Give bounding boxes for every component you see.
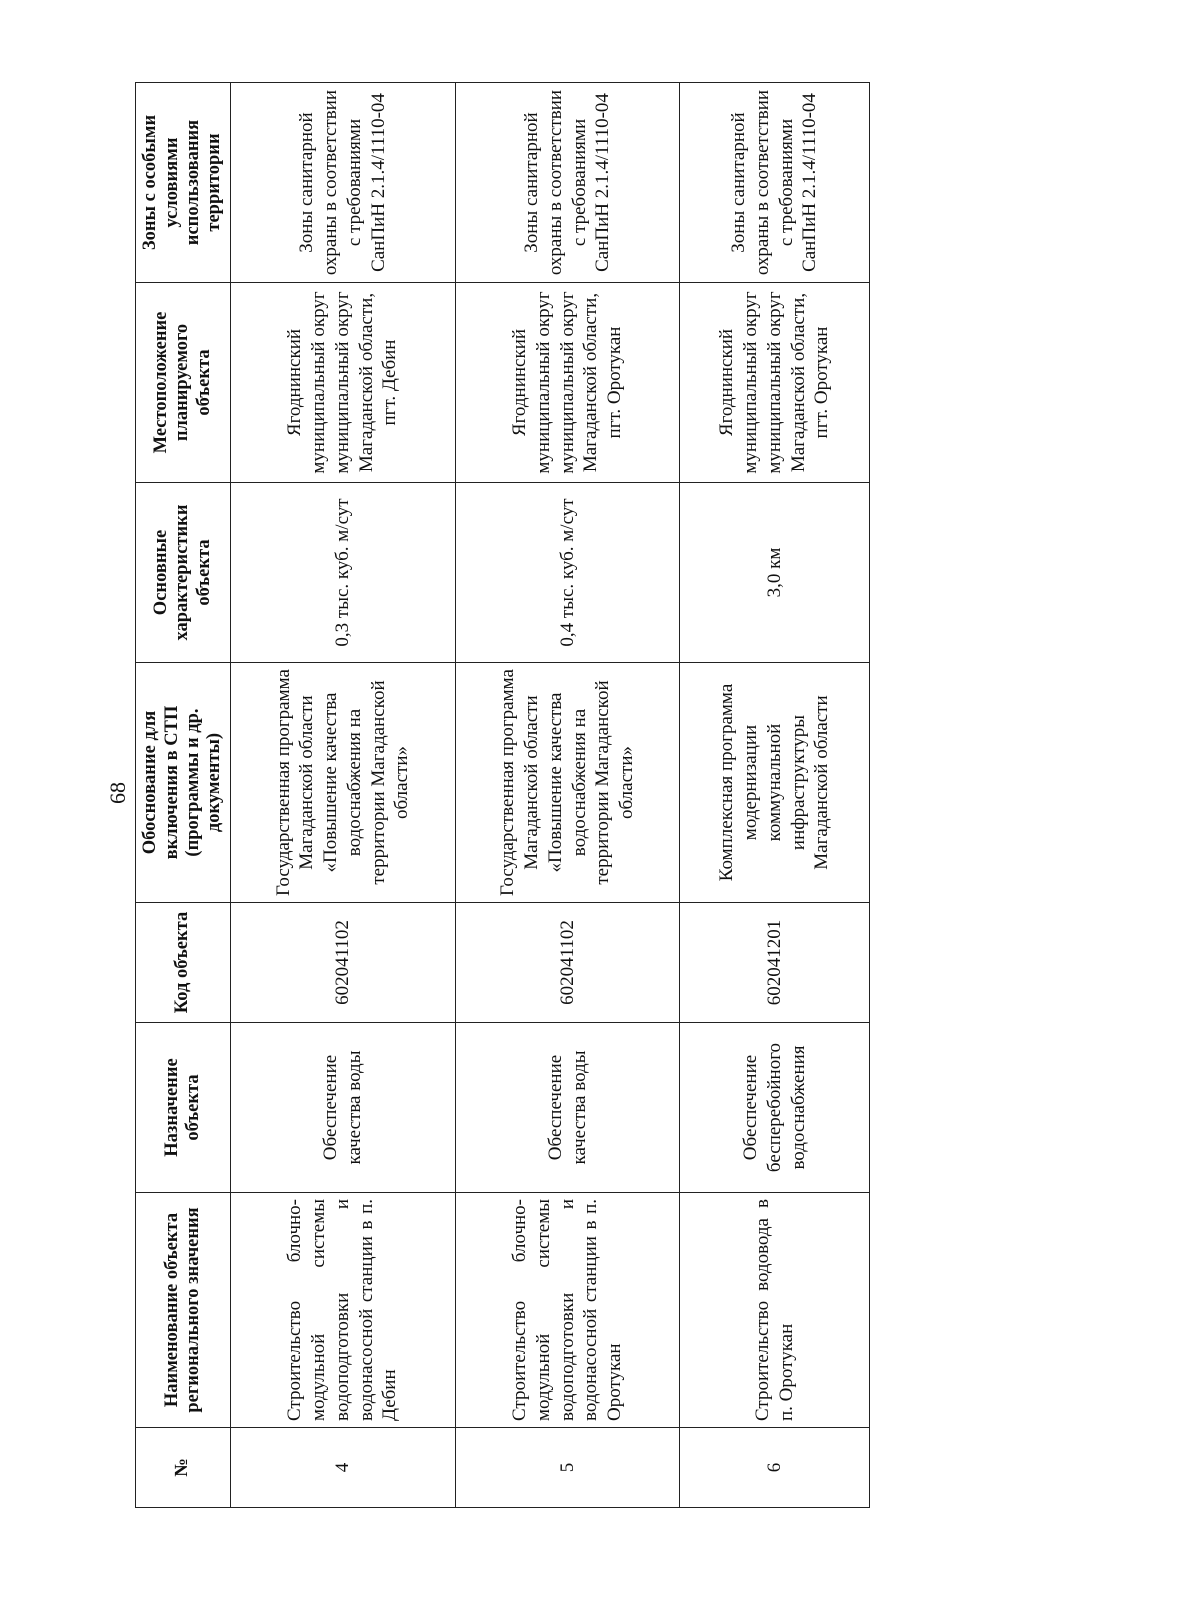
row-purpose: Обеспечение качества воды	[231, 1023, 456, 1193]
row-purpose: Обеспечение качества воды	[455, 1023, 680, 1193]
row-name: Строительство водовода в п. Оротукан	[680, 1193, 870, 1428]
row-zones: Зоны санитарной охраны в соответствии с требованиями СанПиН 2.1.4/1110-04	[231, 83, 456, 283]
row-characteristics: 0,4 тыс. куб. м/сут	[455, 483, 680, 663]
row-location: Ягоднинский муниципальный округ муниципальный округ Магаданской области, пгт. Дебин	[231, 283, 456, 483]
row-characteristics: 3,0 км	[680, 483, 870, 663]
row-basis: Государственная программа Магаданской области «Повышение качества водоснабжения на территории Магаданской области»	[231, 663, 456, 903]
row-number: 4	[231, 1428, 456, 1508]
row-number: 6	[680, 1428, 870, 1508]
row-location: Ягоднинский муниципальный округ муниципальный округ Магаданской области, пгт. Оротукан	[455, 283, 680, 483]
header-characteristics: Основные характеристики объекта	[136, 483, 231, 663]
row-location: Ягоднинский муниципальный округ муниципальный округ Магаданской области, пгт. Оротукан	[680, 283, 870, 483]
row-purpose: Обеспечение бесперебойного водоснабжения	[680, 1023, 870, 1193]
row-basis: Государственная программа Магаданской области «Повышение качества водоснабжения на территории Магаданской области»	[455, 663, 680, 903]
regional-objects-table	[135, 82, 870, 1508]
header-code: Код объекта	[136, 903, 231, 1023]
row-code: 602041201	[680, 903, 870, 1023]
header-name: Наименование объекта регионального значения	[136, 1193, 231, 1428]
row-basis: Комплексная программа модернизации коммунальной инфраструктуры Магаданской области	[680, 663, 870, 903]
table-rotated-container	[135, 83, 870, 1508]
header-zones: Зоны с особыми условиями использования территории	[136, 83, 231, 283]
row-name: Строительство блочно-модульной системы водоподготовки и водонасосной станции в п. Оротукан	[455, 1193, 680, 1428]
row-characteristics: 0,3 тыс. куб. м/сут	[231, 483, 456, 663]
row-code: 602041102	[455, 903, 680, 1023]
header-location: Местоположение планируемого объекта	[136, 283, 231, 483]
header-basis: Обоснование для включения в СТП (программы и др. документы)	[136, 663, 231, 903]
table-header-row	[136, 83, 231, 1508]
row-zones: Зоны санитарной охраны в соответствии с требованиями СанПиН 2.1.4/1110-04	[455, 83, 680, 283]
row-code: 602041102	[231, 903, 456, 1023]
header-purpose: Назначение объекта	[136, 1023, 231, 1193]
page-number: 68	[105, 782, 130, 804]
row-number: 5	[455, 1428, 680, 1508]
row-name: Строительство блочно-модульной системы водоподготовки и водонасосной станции в п. Дебин	[231, 1193, 456, 1428]
header-number: №	[136, 1428, 231, 1508]
table-row	[231, 83, 456, 1508]
row-zones: Зоны санитарной охраны в соответствии с требованиями СанПиН 2.1.4/1110-04	[680, 83, 870, 283]
table-row	[680, 83, 870, 1508]
table-row	[455, 83, 680, 1508]
